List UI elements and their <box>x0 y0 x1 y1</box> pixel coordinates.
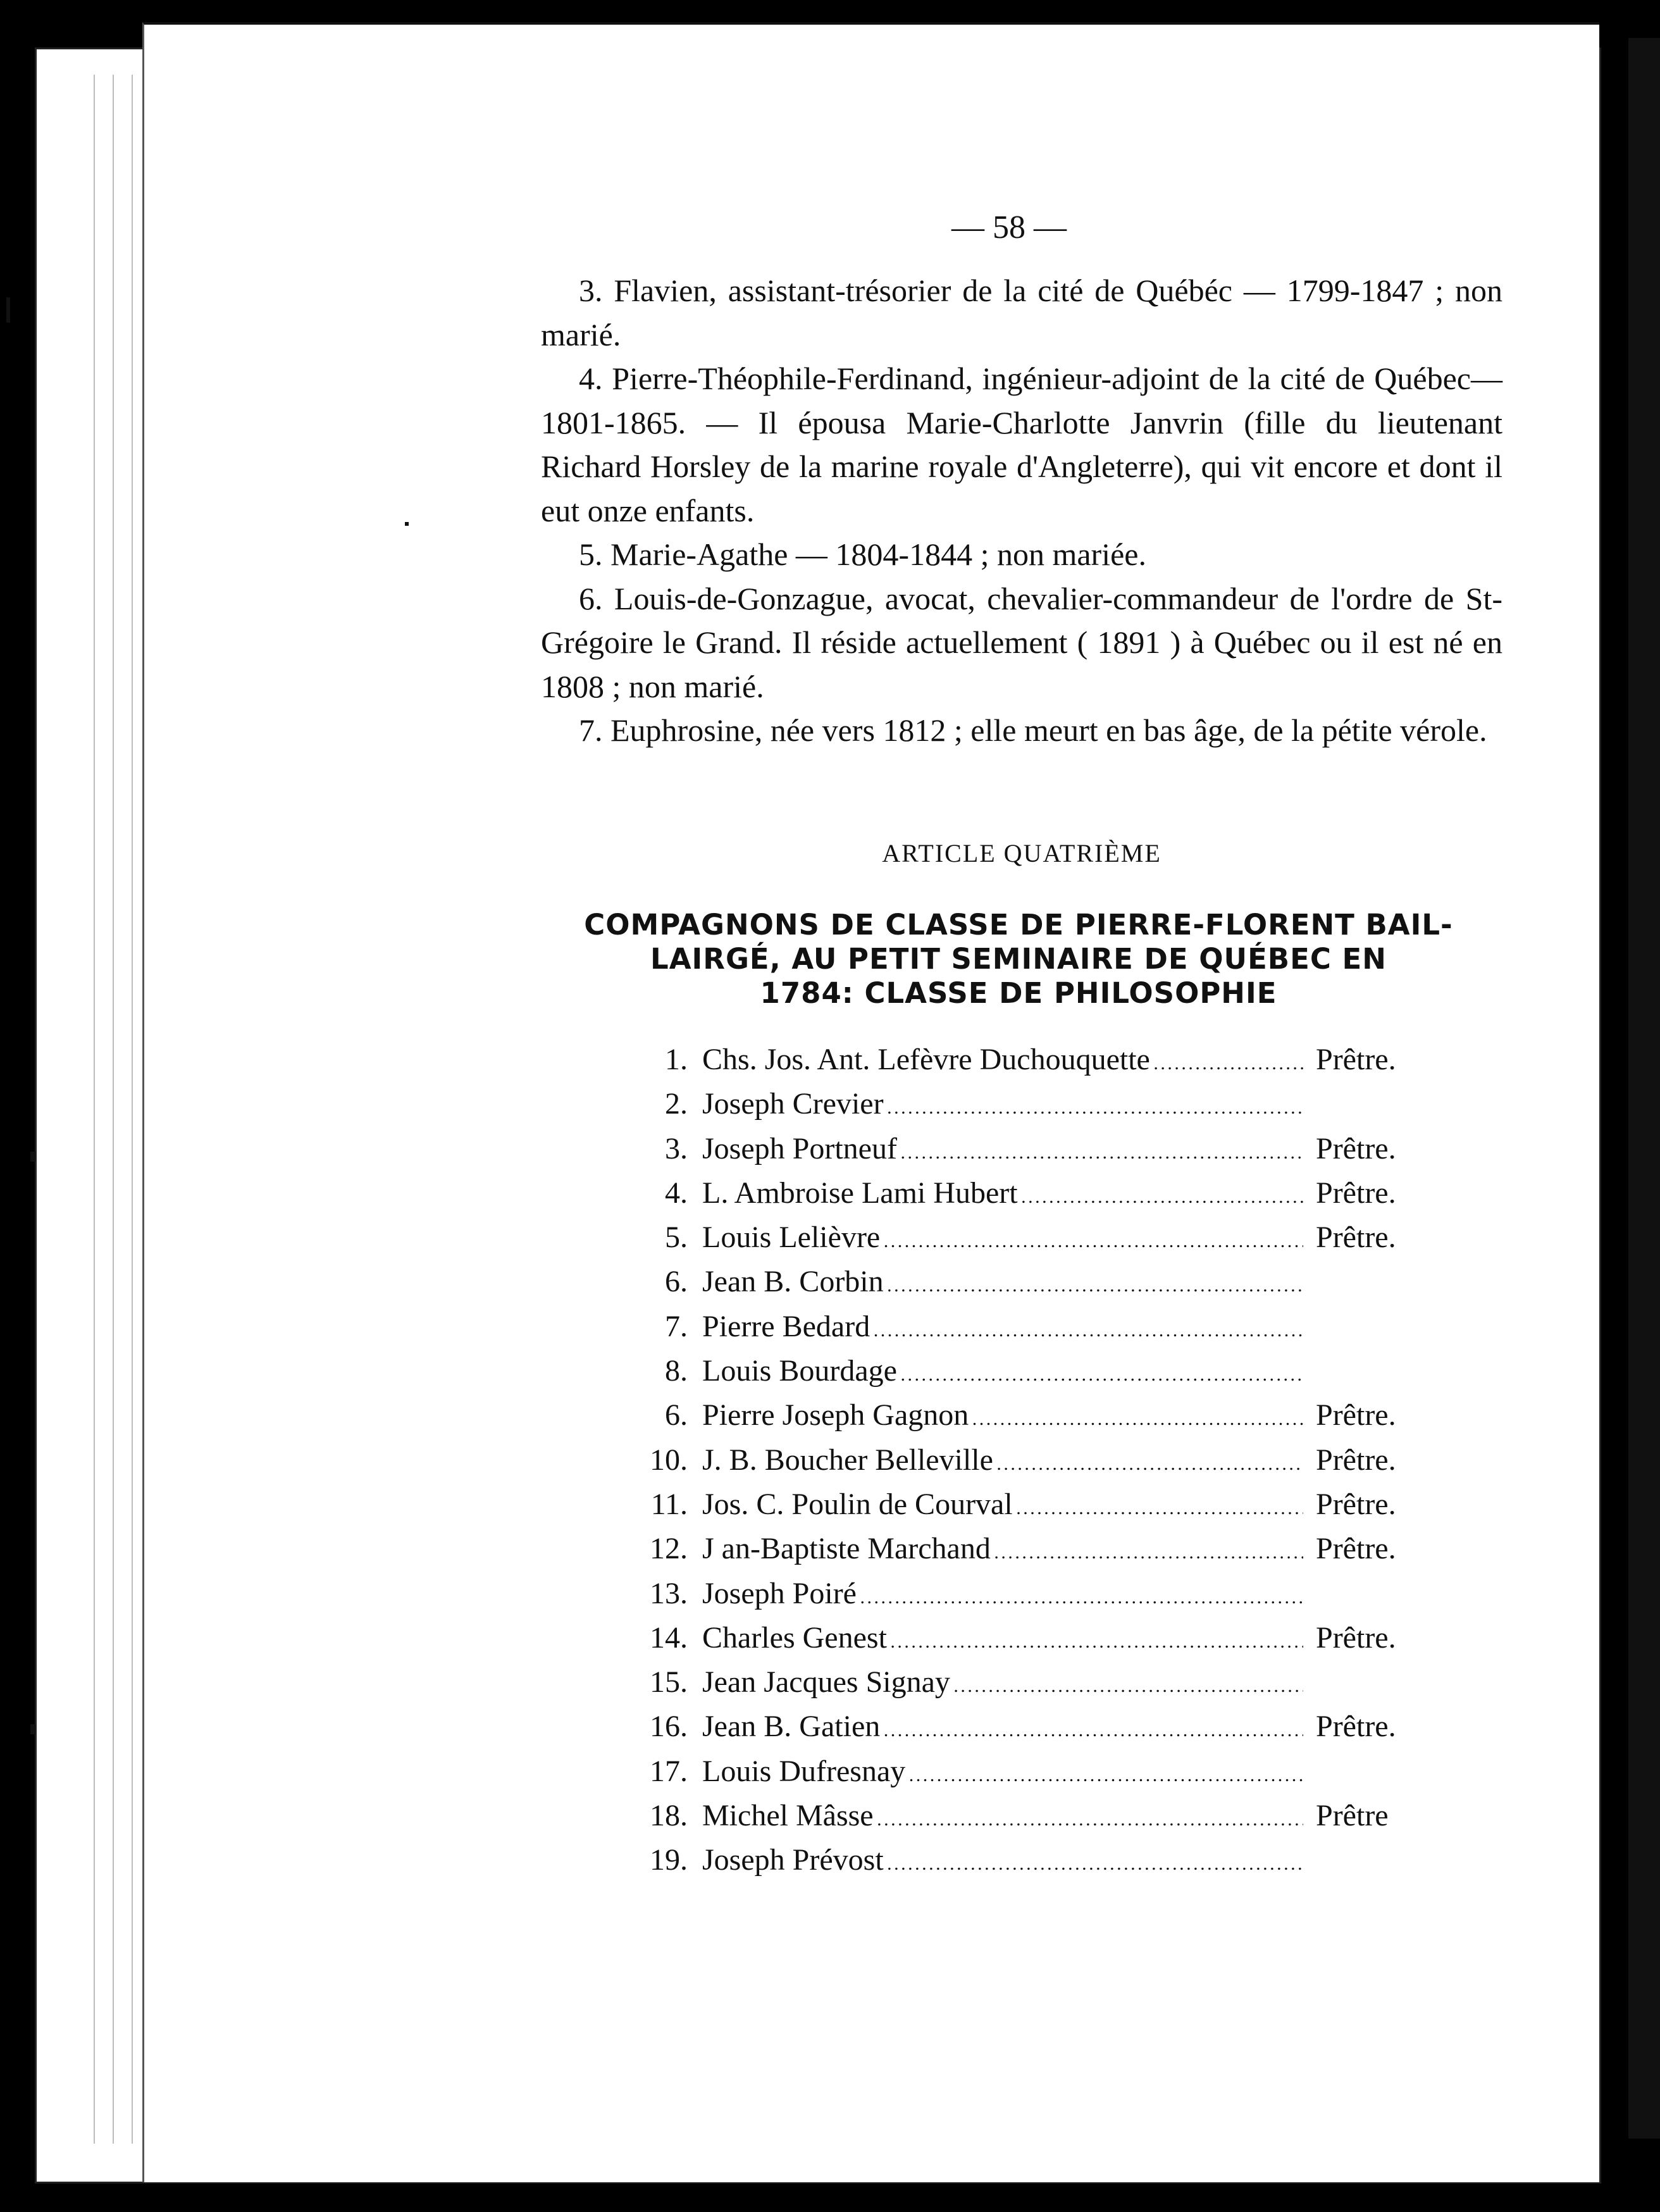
page-edge-line <box>113 75 114 2144</box>
item-number: 5. <box>665 1221 688 1255</box>
list-item <box>639 1082 1461 1126</box>
list-item <box>639 1438 1461 1482</box>
paragraph: 3. Flavien, assistant-trésorier de la cité de Québéc — 1799-1847 ; non marié. <box>541 273 1502 352</box>
student-name: Jos. C. Poulin de Courval . . . <box>702 1482 1303 1531</box>
item-number: 19. <box>650 1843 688 1877</box>
list-item <box>639 1171 1461 1215</box>
list-item <box>639 1616 1461 1660</box>
item-number: 2. <box>665 1087 688 1121</box>
student-title: Prêtre. <box>1316 1620 1396 1655</box>
list-item <box>639 1215 1461 1260</box>
list-item <box>639 1660 1461 1705</box>
scan-speck <box>405 522 409 526</box>
list-item <box>639 1749 1461 1794</box>
item-number: 14. <box>650 1620 688 1655</box>
list-item <box>639 1038 1461 1082</box>
list-item <box>639 1572 1461 1616</box>
student-name: Pierre Bedard . . . <box>702 1305 1303 1353</box>
item-number: 10. <box>650 1443 688 1477</box>
list-item <box>639 1393 1461 1438</box>
student-title: Prêtre. <box>1316 1221 1396 1255</box>
student-title: Prêtre <box>1316 1799 1389 1833</box>
item-number: 13. <box>650 1576 688 1610</box>
item-number: 15. <box>650 1665 688 1699</box>
student-name: Joseph Crevier . . . <box>702 1082 1303 1130</box>
paragraph: 6. Louis-de-Gonzague, avocat, chevalier-commandeur de l'ordre de St-Grégoire le Grand. Il réside actuellement ( 1891 ) à Québec ou il est né en 1808 ; non marié. <box>541 580 1502 704</box>
student-title: Prêtre. <box>1316 1443 1396 1477</box>
student-name: Jean B. Gatien . . . <box>702 1705 1303 1753</box>
item-number: 4. <box>665 1176 688 1210</box>
heading-line: COMPAGNONS DE CLASSE DE PIERRE-FLORENT BAIL- <box>584 908 1453 941</box>
student-name: J. B. Boucher Belleville . . . <box>702 1438 1303 1486</box>
student-name: Louis Lelièvre . . . <box>702 1215 1303 1264</box>
list-item <box>639 1349 1461 1393</box>
heading-line: LAIRGÉ, AU PETIT SEMINAIRE DE QUÉBEC EN <box>650 942 1387 976</box>
list-item <box>639 1482 1461 1527</box>
list-item <box>639 1127 1461 1171</box>
scan-speck <box>6 297 10 323</box>
list-item <box>639 1794 1461 1838</box>
page-edge-line <box>132 75 133 2144</box>
list-item <box>639 1260 1461 1304</box>
item-number: 8. <box>665 1354 688 1388</box>
item-number: 6. <box>665 1398 688 1432</box>
list-item <box>639 1527 1461 1571</box>
item-number: 1. <box>665 1043 688 1076</box>
student-name: Louis Dufresnay . . . <box>702 1749 1303 1798</box>
student-name: Jean B. Corbin . . . <box>702 1260 1303 1308</box>
student-title: Prêtre. <box>1316 1398 1396 1432</box>
student-name: Chs. Jos. Ant. Lefèvre Duchouquette . . . <box>702 1038 1303 1086</box>
heading-line: 1784: CLASSE DE PHILOSOPHIE <box>760 976 1277 1010</box>
student-name: L. Ambroise Lami Hubert . . . <box>702 1171 1303 1219</box>
list-item <box>639 1838 1461 1882</box>
page-edge-line <box>94 75 95 2144</box>
student-name: Charles Genest . . . <box>702 1616 1303 1664</box>
body-text <box>541 269 1502 753</box>
item-number: 3. <box>665 1131 688 1165</box>
list-item <box>639 1305 1461 1349</box>
item-number: 11. <box>650 1487 688 1521</box>
student-name: Louis Bourdage . . . <box>702 1349 1303 1397</box>
student-name: Jean Jacques Signay . . . <box>702 1660 1303 1708</box>
scan-speck <box>30 1152 35 1162</box>
student-list <box>639 1038 1461 1883</box>
student-name: Pierre Joseph Gagnon . . . <box>702 1393 1303 1441</box>
item-number: 7. <box>665 1309 688 1343</box>
student-name: Joseph Portneuf . . . <box>702 1127 1303 1175</box>
item-number: 17. <box>650 1754 688 1788</box>
paragraph: 7. Euphrosine, née vers 1812 ; elle meurt en bas âge, de la pétite vérole. <box>579 712 1487 748</box>
student-name: Joseph Prévost . . . <box>702 1838 1303 1886</box>
student-title: Prêtre. <box>1316 1710 1396 1744</box>
item-number: 18. <box>650 1799 688 1833</box>
student-title: Prêtre. <box>1316 1131 1396 1165</box>
page-binding-shadow <box>1628 38 1660 2139</box>
student-name: Michel Mâsse . . . <box>702 1794 1303 1842</box>
paragraph: 4. Pierre-Théophile-Ferdinand, ingénieur-adjoint de la cité de Québec—1801-1865. — Il épousa Marie-Charlotte Janvrin (fille du lieutenant Richard Horsley de la marine royale d'Angleterre), qui vit encore et dont il eut onze enfants. <box>541 361 1502 528</box>
student-name: Joseph Poiré . . . <box>702 1572 1303 1620</box>
section-heading <box>531 908 1506 1010</box>
item-number: 12. <box>650 1532 688 1566</box>
scan-speck <box>30 1724 35 1734</box>
student-title: Prêtre. <box>1316 1176 1396 1210</box>
page-number: — 58 — <box>951 209 1067 245</box>
student-title: Prêtre. <box>1316 1487 1396 1521</box>
item-number: 6. <box>665 1265 688 1299</box>
student-title: Prêtre. <box>1316 1532 1396 1566</box>
student-title: Prêtre. <box>1316 1043 1396 1076</box>
paragraph: 5. Marie-Agathe — 1804-1844 ; non mariée. <box>579 537 1146 572</box>
item-number: 16. <box>650 1710 688 1744</box>
article-label: ARTICLE QUATRIÈME <box>882 839 1161 867</box>
student-name: J an-Baptiste Marchand . . . <box>702 1527 1303 1575</box>
list-item <box>639 1705 1461 1749</box>
